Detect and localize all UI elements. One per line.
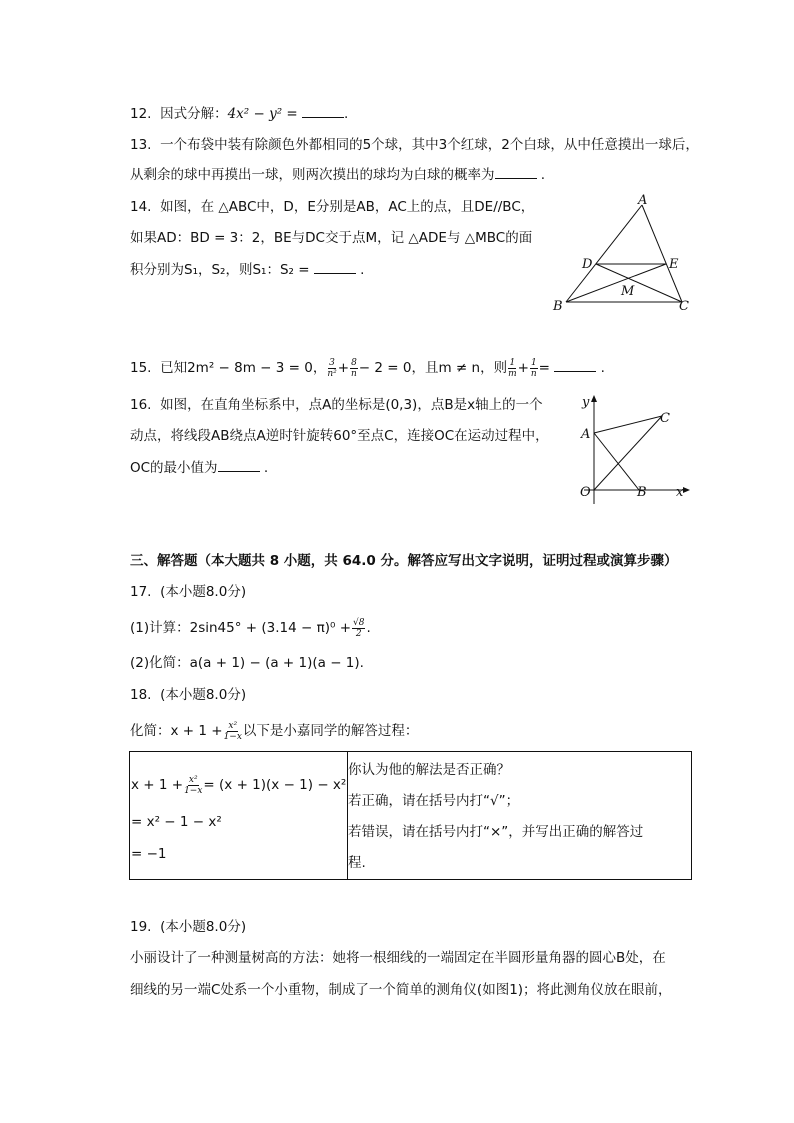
section-3-heading: 三、解答题（本大题共 8 小题，共 64.0 分。解答应写出文字说明，证明过程或演算步骤） xyxy=(130,553,678,569)
q15-fraction-4: $\frac{1}{n}$ xyxy=(530,357,537,379)
q12-period: . xyxy=(344,106,349,122)
q17-part2: (2)化简：a(a + 1) − (a + 1)(a − 1). xyxy=(130,655,364,671)
q14-label-e: E xyxy=(669,257,679,272)
q19-line2: 细线的另一端C处系一个小重物，制成了一个简单的测角仪(如图1)；将此测角仪放在眼前， xyxy=(130,982,672,998)
q18-work-line1-start: x + 1 + xyxy=(131,777,184,793)
q18-work-line1-end: = (x + 1)(x − 1) − x² xyxy=(203,777,347,793)
q18-intro xyxy=(130,718,418,744)
q16-label-o: O xyxy=(580,485,591,500)
q14-line1 xyxy=(130,197,534,217)
q16-label-x: x xyxy=(676,485,684,500)
q16-period: . xyxy=(263,460,269,476)
q18-intro-post: 以下是小嘉同学的解答过程： xyxy=(242,723,419,739)
q16-label-a: A xyxy=(581,427,591,442)
q16-line3 xyxy=(130,457,268,478)
q16-line2 xyxy=(130,426,549,446)
q14-line3 xyxy=(130,259,364,280)
q15-period: . xyxy=(600,360,605,376)
q18-question-line2: 若正确，请在括号内打“√”； xyxy=(348,793,520,809)
q16-text-line1: 如图，在直角坐标系中，点A的坐标是(0,3)，点B是x轴上的一个 xyxy=(160,397,543,413)
q15-fraction-3: $\frac{1}{m}$ xyxy=(508,357,517,379)
q14-text-line2: 如果AD：BD = 3：2，BE与DC交于点M，记 △ADE与 △MBC的面 xyxy=(130,230,533,246)
q18-question-line4: 程. xyxy=(348,855,366,871)
q18-header xyxy=(130,685,246,705)
q17-part1-period: . xyxy=(366,620,371,636)
q17-part1 xyxy=(130,616,371,640)
q15-plus-1: + xyxy=(337,360,350,376)
q14-text-line1: 如图，在 △ABC中，D，E分别是AB，AC上的点，且DE//BC， xyxy=(160,199,535,215)
q18-solution-table xyxy=(129,751,692,880)
q16-coordinate-figure xyxy=(566,392,696,510)
q14-triangle-figure xyxy=(550,192,700,317)
q14-number: 14. xyxy=(130,199,152,215)
q16-label-b: B xyxy=(637,485,647,500)
q13-line1 xyxy=(130,135,699,155)
q15-number: 15. xyxy=(130,360,152,376)
q17-header xyxy=(130,582,246,602)
q15-condition: 已知2m² − 8m − 3 = 0， xyxy=(160,360,327,376)
q18-question-cell xyxy=(348,752,692,880)
q14-label-c: C xyxy=(679,299,689,314)
q18-score: (本小题8.0分) xyxy=(160,687,247,703)
q12-text: 因式分解： xyxy=(160,106,228,122)
q16-answer-blank[interactable] xyxy=(218,457,260,472)
q14-label-d: D xyxy=(582,257,593,272)
q18-work-line3: = −1 xyxy=(131,846,167,862)
q13-text-line2: 从剩余的球中再摸出一球，则两次摸出的球均为白球的概率为 xyxy=(130,167,495,183)
q18-number: 18. xyxy=(130,687,152,703)
q13-answer-blank[interactable] xyxy=(495,164,537,179)
q16-text-line2: 动点，将线段AB绕点A逆时针旋转60°至点C，连接OC在运动过程中， xyxy=(130,428,549,444)
q12 xyxy=(130,103,348,124)
q18-question-line1: 你认为他的解法是否正确？ xyxy=(348,762,510,778)
q14-answer-blank[interactable] xyxy=(314,259,356,274)
q14-text-line3: 积分别为S₁，S₂，则S₁：S₂ = xyxy=(130,262,310,278)
q12-answer-blank[interactable] xyxy=(302,103,344,118)
q12-number: 12. xyxy=(130,106,152,122)
q16-line1 xyxy=(130,395,543,415)
q18-student-work-cell xyxy=(130,752,348,880)
q13-number: 13. xyxy=(130,137,152,153)
q16-number: 16. xyxy=(130,397,152,413)
q13-text-line1: 一个布袋中装有除颜色外都相同的5个球，其中3个红球，2个白球，从中任意摸出一球后， xyxy=(160,137,699,153)
q17-number: 17. xyxy=(130,584,152,600)
q16-label-c: C xyxy=(660,411,670,426)
q17-part1-fraction: $\frac{√8}{2}$ xyxy=(353,617,365,639)
q15-equals: = xyxy=(538,360,550,376)
q14-label-b: B xyxy=(553,299,563,314)
q14-period: . xyxy=(360,262,365,278)
q12-expression: 4x² − y² = xyxy=(227,106,298,122)
q15-condition-2: − 2 = 0，且m ≠ n，则 xyxy=(358,360,508,376)
q17-part1-text: (1)计算：2sin45° + (3.14 − π)⁰ + xyxy=(130,620,352,636)
q18-intro-text: 化简：x + 1 + xyxy=(130,723,223,739)
q13-period: . xyxy=(540,167,546,183)
q14-label-a: A xyxy=(638,193,648,208)
q14-label-m: M xyxy=(621,284,635,299)
q18-work-line2: = x² − 1 − x² xyxy=(131,814,222,830)
q14-line2 xyxy=(130,228,532,248)
q15-answer-blank[interactable] xyxy=(554,357,596,372)
q19-number: 19. xyxy=(130,919,152,935)
q15-plus-2: + xyxy=(517,360,529,376)
q16-text-line3: OC的最小值为 xyxy=(130,460,218,476)
q15 xyxy=(130,356,605,380)
q19-header xyxy=(130,917,246,937)
q18-work-line1 xyxy=(131,772,346,798)
q18-intro-fraction: $\frac{\text{x²}}{1-x}$ xyxy=(223,720,242,742)
q17-score: (本小题8.0分) xyxy=(160,584,247,600)
q18-question-line3: 若错误，请在括号内打“×”，并写出正确的解答过 xyxy=(348,824,644,840)
q16-label-y: y xyxy=(582,395,590,410)
q19-score: (本小题8.0分) xyxy=(160,919,247,935)
q19-line1: 小丽设计了一种测量树高的方法：她将一根细线的一端固定在半圆形量角器的圆心B处，在 xyxy=(130,950,666,966)
q13-line2 xyxy=(130,164,545,185)
q15-fraction-2: $\frac{8}{n}$ xyxy=(351,357,357,379)
q15-fraction-1: $\frac{3}{\text{n²}}$ xyxy=(327,357,337,379)
q18-work-fraction: $\frac{\text{x²}}{1-x}$ xyxy=(184,774,203,796)
